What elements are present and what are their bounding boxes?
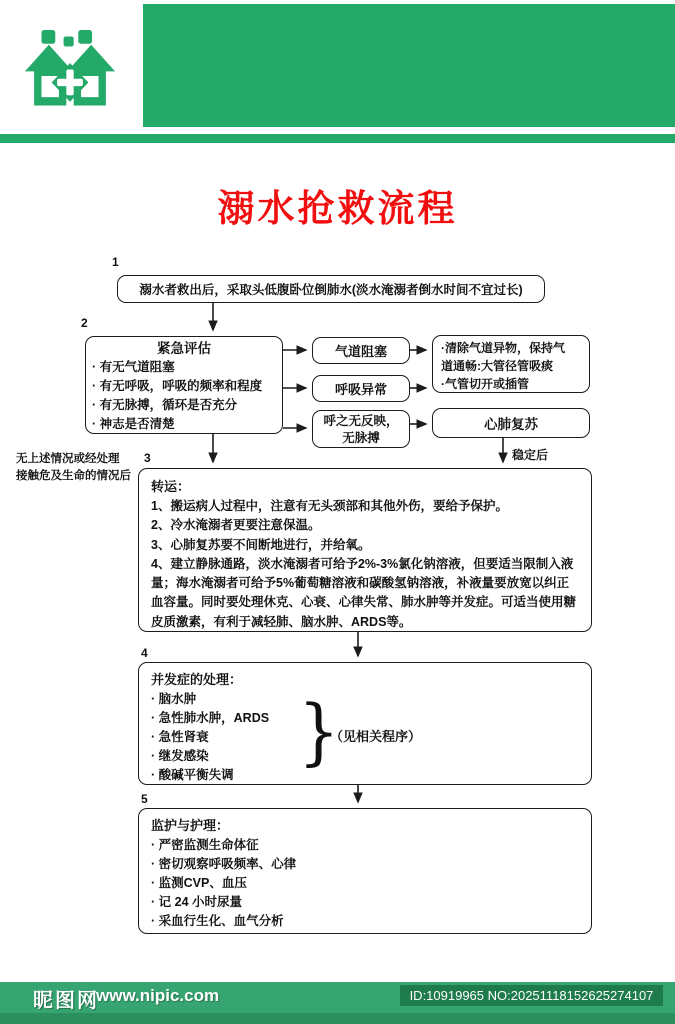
hospital-house-logo-icon [24, 28, 116, 124]
side-note-line1: 无上述情况或经处理 [16, 453, 120, 465]
airway-obstruction-box [312, 337, 410, 364]
step3-item: 2、冷水淹溺者更要注意保温。 [151, 518, 321, 533]
footer-bottom-strip [0, 1013, 675, 1024]
step2-assessment-box [85, 336, 283, 434]
step4-complications-box [138, 662, 592, 785]
step5-number: 5 [141, 792, 148, 806]
step5-monitoring-box [138, 808, 592, 934]
step5-item: · 记 24 小时尿量 [151, 893, 581, 912]
step2-number: 2 [81, 316, 88, 330]
no-response-box [312, 410, 410, 448]
see-related-procedures-note: （见相关程序） [330, 729, 422, 744]
airway-obstruction-label: 气道阻塞 [334, 344, 387, 359]
clear-airway-line: ·气管切开或插管 [441, 377, 529, 391]
nipic-logo-text: 昵图网 [33, 990, 99, 1012]
step5-item-list [151, 836, 581, 931]
cpr-label: 心肺复苏 [484, 417, 538, 432]
step3-title: 转运： [151, 479, 191, 494]
clear-airway-line: ·清除气道异物，保持气 [441, 341, 565, 355]
step3-transport-box [138, 468, 592, 632]
no-response-line2: 无脉搏 [342, 431, 380, 445]
step2-title: 紧急评估 [157, 341, 211, 356]
step4-item: · 酸碱平衡失调 [151, 766, 581, 785]
step1-box [117, 275, 545, 303]
step4-number: 4 [141, 646, 148, 660]
clear-airway-line: 道通畅:大管径管吸痰 [441, 359, 553, 373]
brace-glyph: } [298, 689, 340, 773]
step1-number: 1 [112, 255, 119, 269]
step3-item: 3、心肺复苏要不间断地进行，并给氧。 [151, 537, 371, 552]
step4-item: · 急性肺水肿，ARDS [151, 709, 581, 728]
page-title: 溺水抢救流程 [217, 188, 458, 229]
step5-item: · 严密监测生命体征 [151, 836, 581, 855]
step5-item: · 监测CVP、血压 [151, 874, 581, 893]
step5-item: · 密切观察呼吸频率、心律 [151, 855, 581, 874]
side-note-line2: 接触危及生命的情况后 [16, 470, 131, 482]
image-id-badge: ID:10919965 NO:20251118152625274107 [400, 985, 663, 1006]
step3-number: 3 [144, 451, 151, 465]
breathing-abnormal-box [312, 375, 410, 402]
cpr-box [432, 408, 590, 438]
step3-item: 1、搬运病人过程中，注意有无头颈部和其他外伤，要给予保护。 [151, 499, 508, 513]
breathing-abnormal-label: 呼吸异常 [334, 382, 387, 397]
header-green-block [143, 4, 675, 127]
step4-item: · 脑水肿 [151, 690, 581, 709]
step2-item: · 有无气道阻塞 [92, 358, 276, 377]
step5-item: · 采血行生化、血气分析 [151, 912, 581, 931]
nipic-url-link[interactable]: www.nipic.com [96, 986, 220, 1005]
step1-text: 溺水者救出后，采取头低腹卧位倒肺水(淡水淹溺者倒水时间不宜过长) [139, 283, 523, 297]
step4-title: 并发症的处理： [151, 672, 243, 687]
clear-airway-box [432, 335, 590, 393]
step3-item: 4、建立静脉通路，淡水淹溺者可给予2%-3%氯化钠溶液，但要适当限制入液量；海水淹溺者可给予5%葡萄糖溶液和碳酸氢钠溶液，补液量要放宽以纠正血容量。同时要处理休克、心衰、心律失常、肺水肿等并发症。可适当使用糖皮质激素，有利于减轻肺、脑水肿、ARDS等。 [151, 556, 577, 629]
step2-item-list [92, 358, 276, 434]
step2-item: · 神志是否清楚 [92, 415, 276, 434]
stable-after-label: 稳定后 [512, 448, 549, 462]
side-note [16, 451, 131, 485]
step4-item: · 继发感染 [151, 747, 581, 766]
step5-title: 监护与护理： [151, 818, 230, 833]
step2-item: · 有无脉搏，循环是否充分 [92, 396, 276, 415]
step4-item: · 急性肾衰 [151, 728, 581, 747]
header-green-stripe [0, 134, 675, 143]
no-response-line1: 呼之无反映， [323, 414, 399, 428]
step2-item: · 有无呼吸，呼吸的频率和程度 [92, 377, 276, 396]
step3-item-list [151, 497, 581, 632]
